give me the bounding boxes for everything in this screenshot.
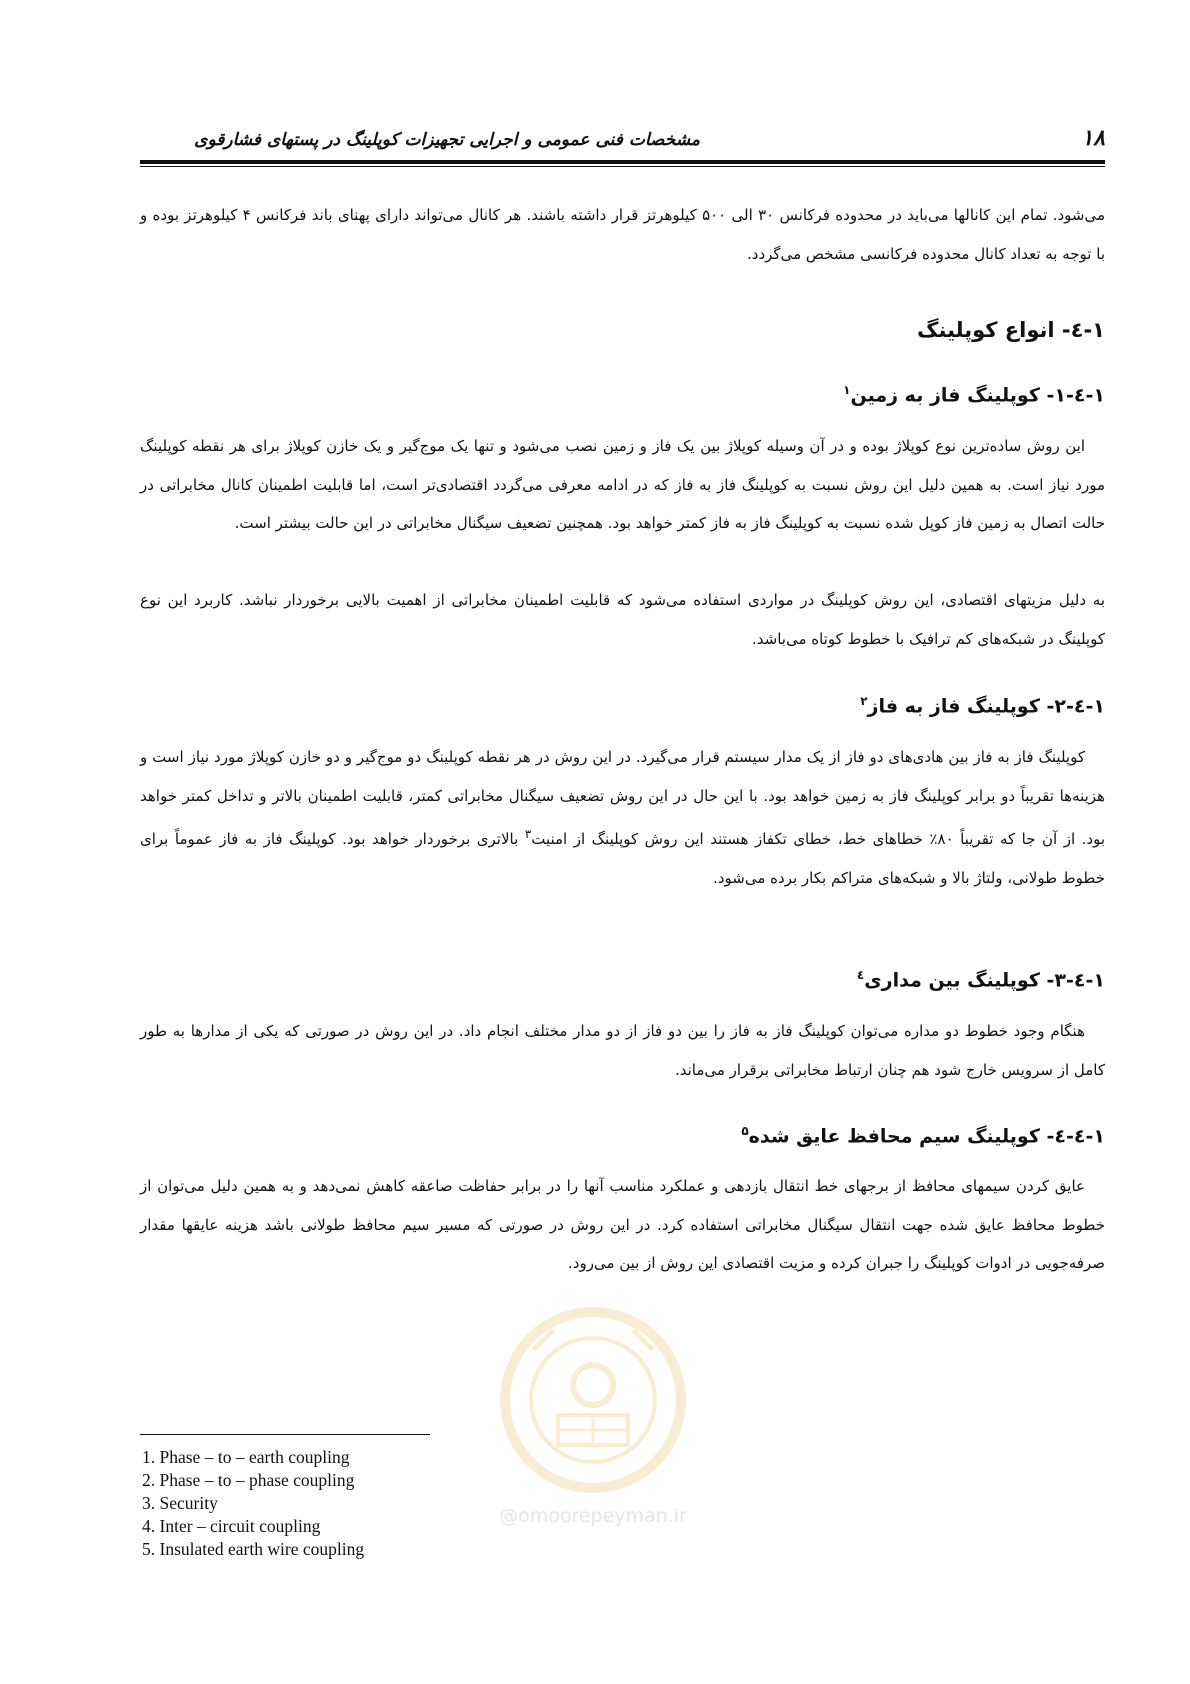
paragraph-phase-to-earth-2	[140, 581, 1105, 658]
footnote-1: 1. Phase – to – earth coupling	[142, 1447, 350, 1467]
footnote-2: 2. Phase – to – phase coupling	[142, 1470, 355, 1490]
footnote-3: 3. Security	[142, 1493, 218, 1513]
subsection-3-title: ۱-٤-۳- کوپلینگ بین مداری	[864, 969, 1105, 992]
subsection-4-title: ۱-٤-٤- کوپلینگ سیم محافظ عایق شده	[748, 1125, 1105, 1148]
header-rule-thick	[140, 160, 1105, 164]
header-rule-thin	[140, 166, 1105, 167]
subsection-1-title: ۱-٤-۱- کوپلینگ فاز به زمین	[850, 384, 1105, 407]
section-heading: ۱-٤- انواع کوپلینگ	[917, 318, 1105, 342]
paragraph-text: عایق کردن سیمهای محافظ از برجهای خط انتقال بازدهی و عملکرد مناسب آنها را در برابر حفاظت صاعقه کاهش نمی‌دهد و به همین دلیل می‌توان از خطوط محافظ عایق شده جهت انتقال سیگنال مخابراتی استفاده کرد. در این روش در صورتی که مسیر سیم محافظ طولانی باشد هزینه عایقها مقدار صرفه‌جویی در ادوات کوپلینگ را جبران کرده و مزیت اقتصادی این روش از بین می‌رود.	[140, 1177, 1105, 1272]
paragraph-text: هنگام وجود خطوط دو مداره می‌توان کوپلینگ فاز به فاز را بین دو فاز از دو مدار مختلف انجام داد. در این روش در صورتی که یکی از مدارها به طور کامل از سرویس خارج شود هم چنان ارتباط مخابراتی برقرار می‌ماند.	[140, 1022, 1105, 1079]
watermark-seal	[478, 1290, 708, 1610]
footnote-rule	[140, 1434, 430, 1435]
subsection-2-title: ۱-٤-۲- کوپلینگ فاز به فاز	[867, 695, 1105, 718]
paragraph-text: کوپلینگ فاز به فاز بین هادی‌های دو فاز از یک مدار سیستم قرار می‌گیرد. در این روش در هر نقطه کوپلینگ دو موج‌گیر و دو خازن کوپلاژ مورد نیاز است و هزینه‌ها تقریباً دو برابر کوپلینگ فاز به زمین خواهد بود. با این حال در این روش تضعیف سیگنال مخابراتی کمتر، قابلیت اطمینان بالاتر و تداخل کمتر خواهد بود. از آن جا که تقریباً ۸۰٪ خطاهای خط، خطای تکفاز هستند این روش کوپلینگ از امنیت	[140, 748, 1105, 848]
paragraph-phase-to-phase	[140, 738, 1105, 897]
paragraph-text: این روش ساده‌ترین نوع کوپلاژ بوده و در آن وسیله کوپلاژ بین یک فاز و زمین نصب می‌شود و تنها یک موج‌گیر و یک خازن کوپلاژ برای هر نقطه کوپلینگ مورد نیاز است. به همین دلیل این روش نسبت به کوپلینگ فاز به فاز که در ادامه معرفی می‌گردد اقتصادی‌تر است، اما قابلیت اطمینان کانال مخابراتی در حالت اتصال به زمین فاز کوپل شده نسبت به کوپلینگ فاز به فاز کمتر خواهد بود. همچنین تضعیف سیگنال مخابراتی در این حالت بیشتر است.	[140, 437, 1105, 532]
subsection-heading-1	[140, 383, 1105, 406]
paragraph-text: به دلیل مزیتهای اقتصادی، این روش کوپلینگ در مواردی استفاده می‌شود که قابلیت اطمینان مخابراتی از اهمیت بالایی برخوردار نباشد. کاربرد این نوع کوپلینگ در شبکه‌های کم ترافیک با خطوط کوتاه می‌باشد.	[140, 591, 1105, 648]
subsection-heading-2	[140, 694, 1105, 717]
running-header-title: مشخصات فنی عمومی و اجرایی تجهیزات کوپلینگ در پستهای فشارقوی	[194, 130, 700, 150]
footnote-4: 4. Inter – circuit coupling	[142, 1516, 321, 1536]
page-number: ۱۸	[1081, 126, 1105, 151]
watermark-text: @omoorepeyman.ir	[499, 1505, 687, 1527]
paragraph-text-continued: بالاتری برخوردار خواهد بود. کوپلینگ فاز به فاز عموماً برای خطوط طولانی، ولتاژ بالا و شبکه‌های متراکم بکار برده می‌شود.	[140, 830, 1105, 887]
paragraph-insulated-earth-wire	[140, 1167, 1105, 1283]
paragraph-inter-circuit	[140, 1012, 1105, 1089]
paragraph-phase-to-earth-1	[140, 427, 1105, 543]
subsection-heading-3	[140, 968, 1105, 991]
intro-paragraph: می‌شود. تمام این کانالها می‌باید در محدوده فرکانس ۳۰ الی ۵۰۰ کیلوهرتز قرار داشته باشند. هر کانال می‌تواند دارای پهنای باند فرکانس ۴ کیلوهرتز بوده و با توجه به تعداد کانال محدوده فرکانسی مشخص می‌گردد.	[140, 206, 1105, 263]
subsection-heading-4	[140, 1124, 1105, 1147]
footnote-mark-5: ۵	[741, 1124, 749, 1138]
footnote-mark-1: ۱	[843, 383, 851, 397]
footnote-mark-3: ۳	[524, 827, 532, 841]
footnote-5: 5. Insulated earth wire coupling	[142, 1539, 365, 1559]
footnote-mark-2: ۲	[860, 694, 868, 708]
footnote-mark-4: ٤	[856, 968, 865, 982]
